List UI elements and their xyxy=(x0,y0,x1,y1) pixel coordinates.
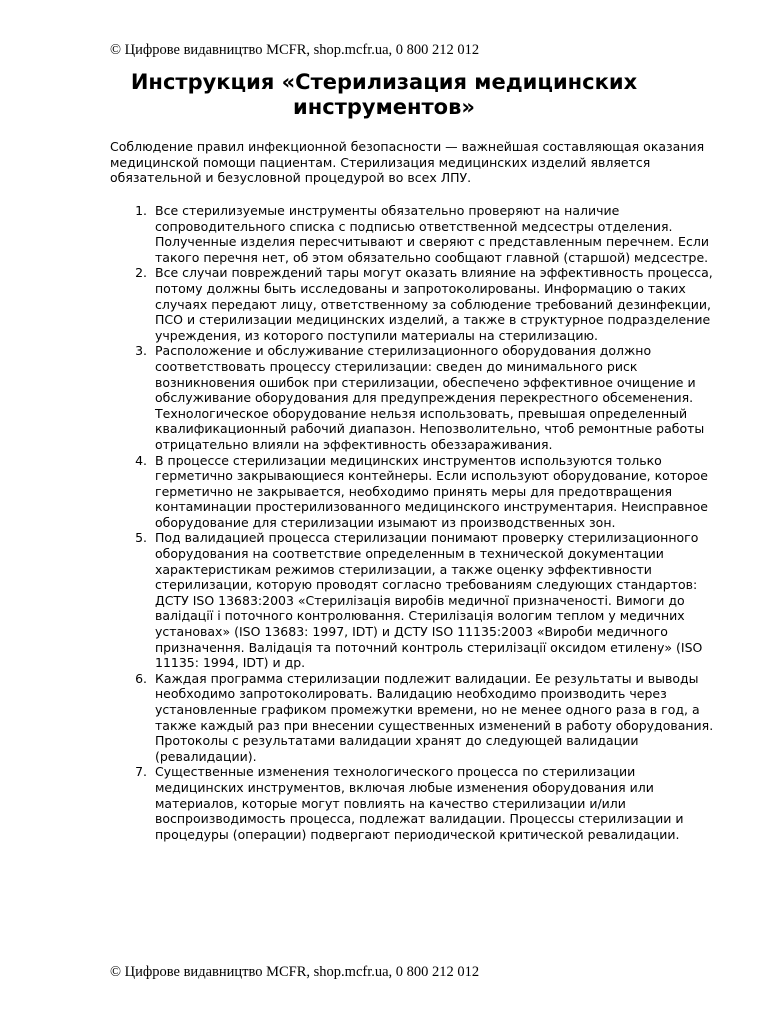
title-line-2: инструментов» xyxy=(293,95,475,119)
page-footer: © Цифрове видавництво MCFR, shop.mcfr.ua, 0 800 212 012 xyxy=(110,964,480,980)
list-item-text: Расположение и обслуживание стерилизационного оборудования должно соответствовать процессу стерилизации: сведен до минимального риск возникновения ошибок при стерилизации, обеспечено эффективное очищение и обслуживание оборудования для предупреждения перекрестного обсеменения. Технологическое оборудование нельзя использовать, превышая определенный квалификационный рабочий диапазон. Непозволительно, чтоб ремонтные работы отрицательно влияли на эффективность обеззараживания. xyxy=(155,343,705,452)
list-item-number: 4. xyxy=(135,452,147,468)
list-item-number: 3. xyxy=(135,343,147,359)
page-header: © Цифрове видавництво MCFR, shop.mcfr.ua, 0 800 212 012 xyxy=(110,42,480,58)
list-item-number: 1. xyxy=(135,203,147,218)
list-item xyxy=(110,343,725,452)
list-item-number: 7. xyxy=(135,764,147,780)
list-item-text: Каждая программа стерилизации подлежит валидации. Ее результаты и выводы необходимо запротоколировать. Валидацию необходимо производить через установленные графиком промежутки времени, но не менее одного раза в год, а также каждый раз при внесении существенных изменений в работу оборудования. Протоколы с результатами валидации хранят до следующей валидации (ревалидации). xyxy=(155,670,714,764)
list-item-number: 6. xyxy=(135,670,147,686)
list-item xyxy=(110,453,725,531)
list-item xyxy=(110,671,725,765)
list-item-text: Под валидацией процесса стерилизации понимают проверку стерилизационного оборудования на соответствие определенным в технической документации характеристикам режимов стерилизации, а также оценку эффективности стерилизации, которую проводят согласно требованиям следующих стандартов: ДСТУ ISO 13683:2003 «Стерилізація виробів медичної призначеності. Вимоги до валідації і поточного контролювання. Стерилізація вологим теплом у медичних установах» (ISO 13683: 1997, IDT) и ДСТУ ISO 11135:2003 «Вироби медичного призначення. Валідація та поточний контроль стерилізації оксидом етилену» (ISO 11135: 1994, IDT) и др. xyxy=(155,530,703,671)
list-item-number: 5. xyxy=(135,530,147,546)
list-item-text: В процессе стерилизации медицинских инструментов используются только герметично закрывающиеся контейнеры. Если используют оборудование, которое герметично не закрывается, необходимо принять меры для предотвращения контаминации простерилизованного медицинского инструментария. Неисправное оборудование для стерилизации изымают из производственных зон. xyxy=(155,452,708,530)
document-title xyxy=(0,70,768,120)
list-item xyxy=(110,764,725,842)
list-item xyxy=(110,265,725,343)
instruction-list xyxy=(110,203,725,842)
list-item xyxy=(110,203,725,265)
list-item-text: Все стерилизуемые инструменты обязательно проверяют на наличие сопроводительного списка с подписью ответственной медсестры отделения. Полученные изделия пересчитывают и сверяют с представленным перечнем. Если такого перечня нет, об этом обязательно сообщают главной (старшой) медсестре. xyxy=(155,203,709,265)
list-item-text: Все случаи повреждений тары могут оказать влияние на эффективность процесса, потому должны быть исследованы и запротоколированы. Информацию о таких случаях передают лицу, ответственному за соблюдение требований дезинфекции, ПСО и стерилизации медицинских изделий, а также в структурное подразделение учреждения, из которого поступили материалы на стерилизацию. xyxy=(155,265,713,343)
list-item-number: 2. xyxy=(135,265,147,281)
list-item xyxy=(110,530,725,670)
intro-paragraph: Соблюдение правил инфекционной безопасности — важнейшая составляющая оказания медицинской помощи пациентам. Стерилизация медицинских изделий является обязательной и безусловной процедурой во всех ЛПУ. xyxy=(110,139,705,185)
list-item-text: Существенные изменения технологического процесса по стерилизации медицинских инструментов, включая любые изменения оборудования или материалов, которые могут повлиять на качество стерилизации и/или воспроизводимость процесса, подлежат валидации. Процессы стерилизации и процедуры (операции) подвергают периодической критической ревалидации. xyxy=(155,764,684,842)
title-line-1: Инструкция «Стерилизация медицинских xyxy=(130,70,638,94)
